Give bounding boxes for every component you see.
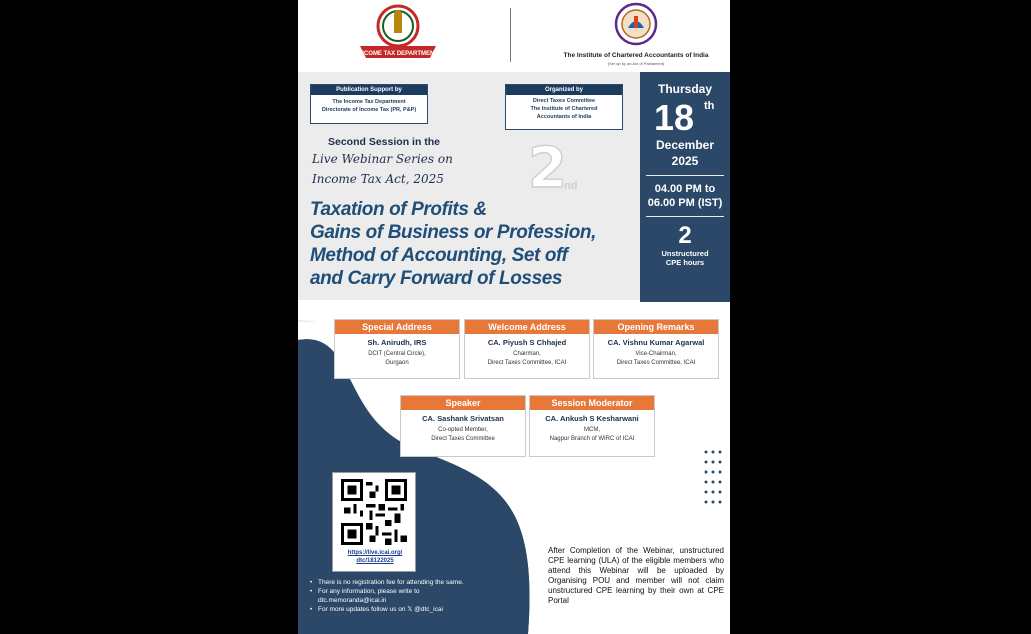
card-heading: Opening Remarks	[594, 320, 718, 334]
card-detail: MCM,	[584, 427, 600, 433]
webinar-poster	[298, 0, 730, 634]
card-person-name: Sh. Anirudh, IRS	[367, 338, 427, 347]
topic-line: and Carry Forward of Losses	[310, 268, 563, 289]
webinar-link[interactable]	[333, 549, 417, 565]
publication-support-box	[310, 84, 428, 124]
series-title-line-2: Income Tax Act, 2025	[312, 172, 444, 186]
webinar-link-line[interactable]: dtc/18122025	[356, 558, 394, 564]
card-detail: Direct Taxes Committee, ICAI	[616, 360, 696, 366]
card-detail: Co-opted Member,	[438, 427, 488, 433]
header-logos	[298, 0, 730, 72]
card-detail: DCIT (Central Circle),	[368, 351, 426, 357]
organized-by-line: The Institute of Chartered	[530, 106, 598, 112]
organized-by-line: Accountants of India	[536, 114, 592, 120]
session-moderator-card	[529, 395, 655, 457]
card-detail: Vice-Chairman,	[635, 351, 677, 357]
card-heading: Special Address	[335, 320, 459, 334]
logo-divider	[510, 8, 511, 62]
icai-subtitle: (Set up by an Act of Parliament)	[607, 61, 665, 66]
card-heading: Session Moderator	[530, 396, 654, 410]
itd-banner-text: INCOME TAX DEPARTMENT	[357, 51, 439, 57]
qr-code-block[interactable]	[332, 472, 416, 572]
card-heading: Welcome Address	[465, 320, 589, 334]
topic-line: Method of Accounting, Set off	[310, 245, 568, 266]
organized-by-box	[505, 84, 623, 130]
welcome-address-card	[464, 319, 590, 379]
card-detail: Direct Taxes Committee	[431, 436, 495, 442]
event-time-start: 04.00 PM to	[654, 183, 716, 195]
cpe-hours-label: Unstructured	[661, 249, 709, 258]
card-person-name: CA. Piyush S Chhajed	[487, 338, 567, 347]
info-bullets	[310, 578, 530, 614]
contact-email[interactable]: dtc.memoranda@icai.in	[318, 597, 387, 604]
card-detail: Chairman,	[513, 351, 541, 357]
cpe-hours-label: CPE hours	[665, 258, 705, 267]
cpe-note: After Completion of the Webinar, unstructured CPE learning (ULA) of the eligible members who attend this Webinar will be uploaded by Organising POU and member will not claim unstructured CPE learning by their own at CPE Portal	[548, 546, 724, 605]
qr-code-icon[interactable]	[341, 479, 407, 545]
icai-emblem-icon	[614, 2, 658, 50]
event-day: Thursday	[657, 82, 712, 96]
series-title-line-1: Live Webinar Series on	[312, 152, 453, 166]
event-date	[640, 98, 730, 138]
bullet-item: • For any information, please write to	[310, 587, 530, 596]
card-detail: Nagpur Branch of WIRC of ICAI	[549, 436, 635, 442]
card-heading: Speaker	[401, 396, 525, 410]
organized-by-heading: Organized by	[506, 85, 622, 95]
event-year: 2025	[671, 154, 699, 168]
speaker-card	[400, 395, 526, 457]
cpe-hours-number: 2	[678, 222, 692, 249]
opening-remarks-card	[593, 319, 719, 379]
event-date-number: 18	[654, 97, 695, 138]
session-intro: Second Session in the	[328, 136, 441, 148]
icai-name: The Institute of Chartered Accountants of India	[563, 52, 709, 59]
special-address-card	[334, 319, 460, 379]
publication-support-line: The Income Tax Department	[332, 99, 406, 105]
card-detail: Direct Taxes Committee, ICAI	[487, 360, 567, 366]
panel-divider	[646, 216, 724, 217]
panel-divider	[646, 175, 724, 176]
event-info-panel	[640, 72, 730, 302]
session-number-suffix: nd	[564, 180, 578, 192]
organized-by-line: Direct Taxes Committee	[532, 98, 596, 104]
card-person-name: CA. Ankush S Kesharwani	[545, 414, 639, 423]
event-date-suffix: th	[704, 100, 715, 112]
card-person-name: CA. Vishnu Kumar Agarwal	[607, 338, 705, 347]
topic-line: Taxation of Profits &	[310, 199, 487, 220]
card-detail: Gurgaon	[385, 360, 409, 366]
publication-support-heading: Publication Support by	[311, 85, 427, 95]
webinar-link-line[interactable]: https://live.icai.org/	[347, 550, 403, 556]
publication-support-line: Directorate of Income Tax (PR, P&P)	[321, 107, 417, 113]
bullet-item: • There is no registration fee for attending the same.	[310, 578, 530, 587]
decorative-dots	[702, 448, 724, 508]
event-time-end: 06.00 PM (IST)	[647, 197, 723, 209]
topic-line: Gains of Business or Profession,	[310, 222, 596, 243]
card-person-name: CA. Sashank Srivatsan	[422, 414, 504, 423]
bullet-item: • For more updates follow us on 𝕏 @dtc_icai	[310, 605, 530, 614]
event-month: December	[655, 138, 715, 152]
income-tax-department-logo	[350, 2, 446, 64]
session-number: 2	[528, 136, 567, 201]
